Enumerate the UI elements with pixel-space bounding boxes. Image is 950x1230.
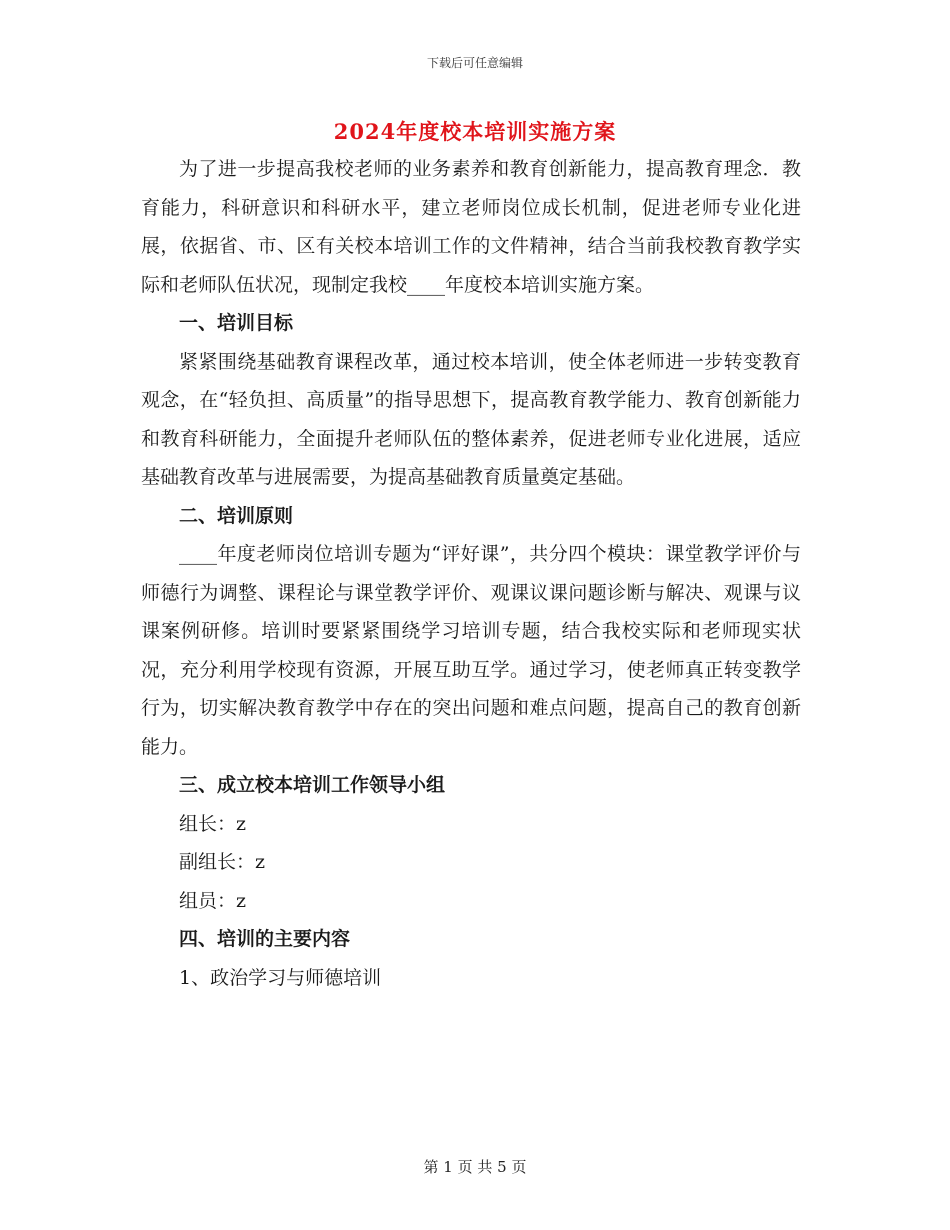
section-heading-goals: 一、培训目标 <box>179 312 294 334</box>
group-leader-line: 组长：z <box>179 812 247 835</box>
document-body <box>141 150 801 997</box>
deputy-leader-line: 副组长：z <box>179 851 266 873</box>
section-heading-principles: 二、培训原则 <box>179 504 294 527</box>
header-note: 下载后可任意编辑 <box>426 56 523 70</box>
section-body-goals: 紧紧围绕基础教育课程改革，通过校本培训，使全体老师进一步转变教育观念，在“轻负担、高质量”的指导思想下，提高教育教学能力、教育创新能力和教育科研能力，全面提升老师队伍的整体素养，促进老师专业化进展，适应基础教育改革与进展需要，为提高基础教育质量奠定基础。 <box>141 350 801 488</box>
group-members-line: 组员：z <box>179 889 247 912</box>
section-heading-content: 四、培训的主要内容 <box>179 928 351 950</box>
intro-paragraph: 为了进一步提高我校老师的业务素养和教育创新能力，提高教育理念．教育能力，科研意识和科研水平，建立老师岗位成长机制，促进老师专业化进展，依据省、市、区有关校本培训工作的文件精神，结合当前我校教育教学实际和老师队伍状况，现制定我校____年度校本培训实施方案。 <box>141 158 801 296</box>
content-item-1: 1、政治学习与师德培训 <box>179 966 382 989</box>
page-title: 2024年度校本培训实施方案 <box>333 119 617 144</box>
section-body-principles: ____年度老师岗位培训专题为“评好课”，共分四个模块：课堂教学评价与师德行为调整、课程论与课堂教学评价、观课议课问题诊断与解决、观课与议课案例研修。培训时要紧紧围绕学习培训专题，结合我校实际和老师现实状况，充分利用学校现有资源，开展互助互学。通过学习，使老师真正转变教学行为，切实解决教育教学中存在的突出问题和难点问题，提高自己的教育创新能力。 <box>141 543 801 758</box>
section-heading-leadership-group: 三、成立校本培训工作领导小组 <box>179 774 446 796</box>
page-footer: 第 1 页 共 5 页 <box>423 1158 527 1176</box>
